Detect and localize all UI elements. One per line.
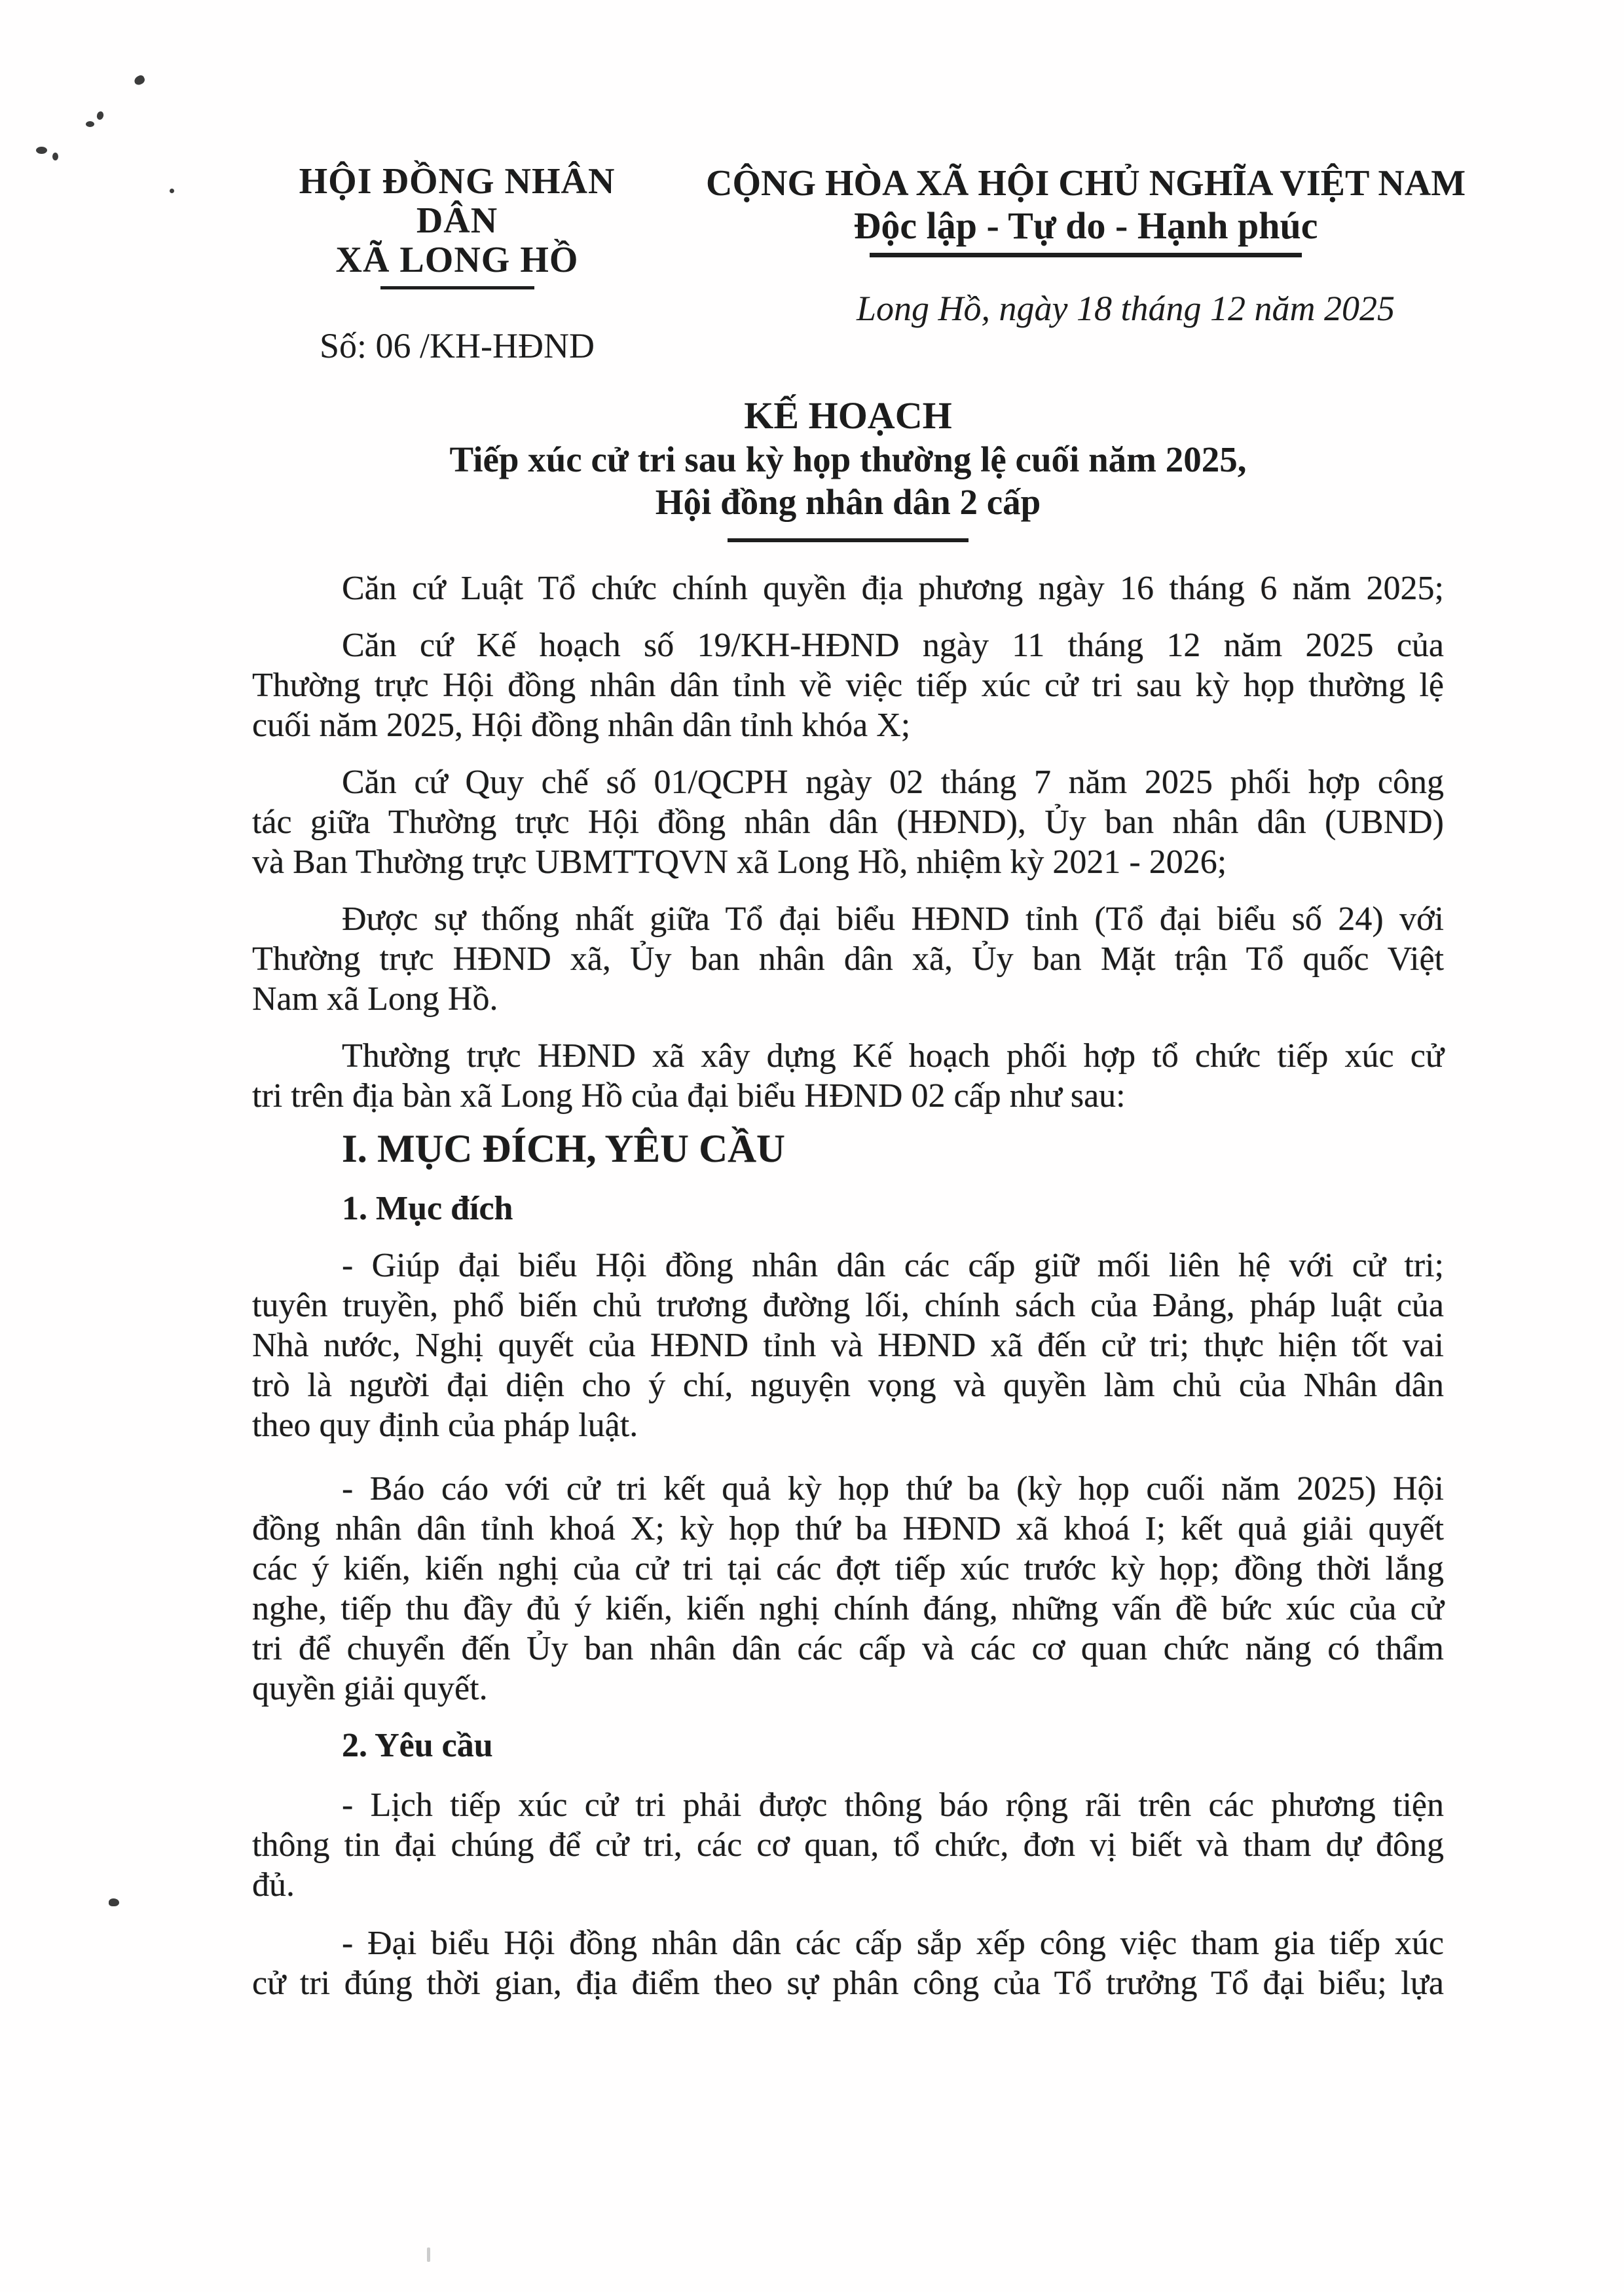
paragraph-line: Thường trực HĐND xã xây dựng Kế hoạch phối hợp tổ chức tiếp xúc cử — [342, 1037, 1444, 1075]
scan-speck — [170, 189, 174, 193]
paragraph-line: quyền giải quyết. — [252, 1670, 488, 1707]
national-header-block — [706, 162, 1466, 328]
section-heading-purpose-requirements: I. MỤC ĐÍCH, YÊU CẦU — [342, 1127, 785, 1171]
org-name-line1: HỘI ĐỒNG NHÂN DÂN — [299, 161, 616, 241]
paragraph — [252, 1469, 1444, 1709]
org-underline-rule — [380, 286, 534, 289]
scan-speck — [133, 74, 146, 86]
paragraph-line: tri để chuyển đến Ủy ban nhân dân các cấp và các cơ quan chức năng có thẩm — [252, 1630, 1444, 1667]
paragraph — [252, 1036, 1444, 1116]
paragraph-line: - Báo cáo với cử tri kết quả kỳ họp thứ ba (kỳ họp cuối năm 2025) Hội — [342, 1470, 1444, 1507]
motto-underline-rule — [870, 253, 1302, 257]
paragraph-line: Thường trực HĐND xã, Ủy ban nhân dân xã, Ủy ban Mặt trận Tổ quốc Việt — [252, 940, 1444, 978]
paragraph-line: cử tri đúng thời gian, địa điểm theo sự phân công của Tổ trưởng Tổ đại biểu; lựa — [252, 1965, 1444, 2002]
paragraph-line: tác giữa Thường trực Hội đồng nhân dân (HĐND), Ủy ban nhân dân (UBND) — [252, 804, 1444, 841]
document-subject-line1: Tiếp xúc cử tri sau kỳ họp thường lệ cuối năm 2025, — [449, 439, 1247, 479]
paragraph-line: Căn cứ Kế hoạch số 19/KH-HĐND ngày 11 tháng 12 năm 2025 của — [342, 627, 1444, 664]
paragraph-line: theo quy định của pháp luật. — [252, 1407, 638, 1444]
paragraph — [252, 1246, 1444, 1445]
paragraph-line: đủ. — [252, 1866, 295, 1904]
document-subject-line2: Hội đồng nhân dân 2 cấp — [655, 482, 1041, 522]
paragraph-line: các ý kiến, kiến nghị của cử tri tại các đợt tiếp xúc trước kỳ họp; đồng thời lắng — [252, 1550, 1444, 1587]
issuing-org-block — [254, 162, 660, 365]
document-type-title: KẾ HOẠCH — [744, 394, 952, 437]
scan-speck — [427, 2247, 430, 2262]
national-motto-line: Độc lập - Tự do - Hạnh phúc — [853, 204, 1318, 247]
national-title-line: CỘNG HÒA XÃ HỘI CHỦ NGHĨA VIỆT NAM — [706, 163, 1466, 204]
paragraph-line: Căn cứ Quy chế số 01/QCPH ngày 02 tháng 7 năm 2025 phối hợp công — [342, 764, 1444, 801]
paragraph — [252, 1923, 1444, 2003]
paragraph-line: đồng nhân dân tỉnh khoá X; kỳ họp thứ ba HĐND xã khoá I; kết quả giải quyết — [252, 1510, 1444, 1547]
paragraph-line: Căn cứ Luật Tổ chức chính quyền địa phương ngày 16 tháng 6 năm 2025; — [342, 570, 1444, 607]
scan-speck — [52, 153, 58, 160]
scan-speck — [36, 147, 47, 154]
paragraph-line: - Giúp đại biểu Hội đồng nhân dân các cấp giữ mối liên hệ với cử tri; — [342, 1247, 1444, 1284]
paragraph-line: tri trên địa bàn xã Long Hồ của đại biểu HĐND 02 cấp như sau: — [252, 1077, 1126, 1115]
paragraph — [252, 899, 1444, 1019]
title-underline-rule — [728, 538, 969, 542]
org-name-line2: XÃ LONG HỒ — [335, 240, 579, 280]
document-title-block — [252, 393, 1444, 542]
paragraph-line: Được sự thống nhất giữa Tổ đại biểu HĐND tỉnh (Tổ đại biểu số 24) với — [342, 900, 1444, 938]
paragraph-line: cuối năm 2025, Hội đồng nhân dân tỉnh khóa X; — [252, 707, 911, 744]
scan-speck — [96, 111, 104, 120]
scan-speck — [86, 121, 94, 127]
paragraph-line: Nam xã Long Hồ. — [252, 980, 498, 1018]
paragraph-line: tuyên truyền, phổ biến chủ trương đường lối, chính sách của Đảng, pháp luật của — [252, 1287, 1444, 1324]
place-date-line: Long Hồ, ngày 18 tháng 12 năm 2025 — [857, 289, 1395, 328]
sub-heading-purpose: 1. Mục đích — [342, 1190, 513, 1227]
paragraph — [252, 625, 1444, 745]
paragraph-line: thông tin đại chúng để cử tri, các cơ quan, tổ chức, đơn vị biết và tham dự đông — [252, 1826, 1444, 1864]
paragraph-line: Nhà nước, Nghị quyết của HĐND tỉnh và HĐND xã đến cử tri; thực hiện tốt vai — [252, 1327, 1444, 1364]
paragraph-line: và Ban Thường trực UBMTTQVN xã Long Hồ, nhiệm kỳ 2021 - 2026; — [252, 843, 1227, 881]
document-number: Số: 06 /KH-HĐND — [319, 326, 595, 365]
sub-heading-requirements: 2. Yêu cầu — [342, 1727, 493, 1764]
paragraph-line: Thường trực Hội đồng nhân dân tỉnh về việc tiếp xúc cử tri sau kỳ họp thường lệ — [252, 667, 1444, 704]
paragraph-line: nghe, tiếp thu đầy đủ ý kiến, kiến nghị chính đáng, những vấn đề bức xúc của cử — [252, 1590, 1444, 1627]
paragraph-line: - Lịch tiếp xúc cử tri phải được thông báo rộng rãi trên các phương tiện — [342, 1786, 1444, 1824]
scan-speck — [109, 1898, 119, 1906]
paragraph-line: - Đại biểu Hội đồng nhân dân các cấp sắp xếp công việc tham gia tiếp xúc — [342, 1925, 1444, 1962]
document-body — [252, 568, 1444, 2003]
paragraph-line: trò là người đại diện cho ý chí, nguyện vọng và quyền làm chủ của Nhân dân — [252, 1367, 1444, 1404]
paragraph — [252, 568, 1444, 608]
paragraph — [252, 1785, 1444, 1905]
paragraph — [252, 762, 1444, 882]
